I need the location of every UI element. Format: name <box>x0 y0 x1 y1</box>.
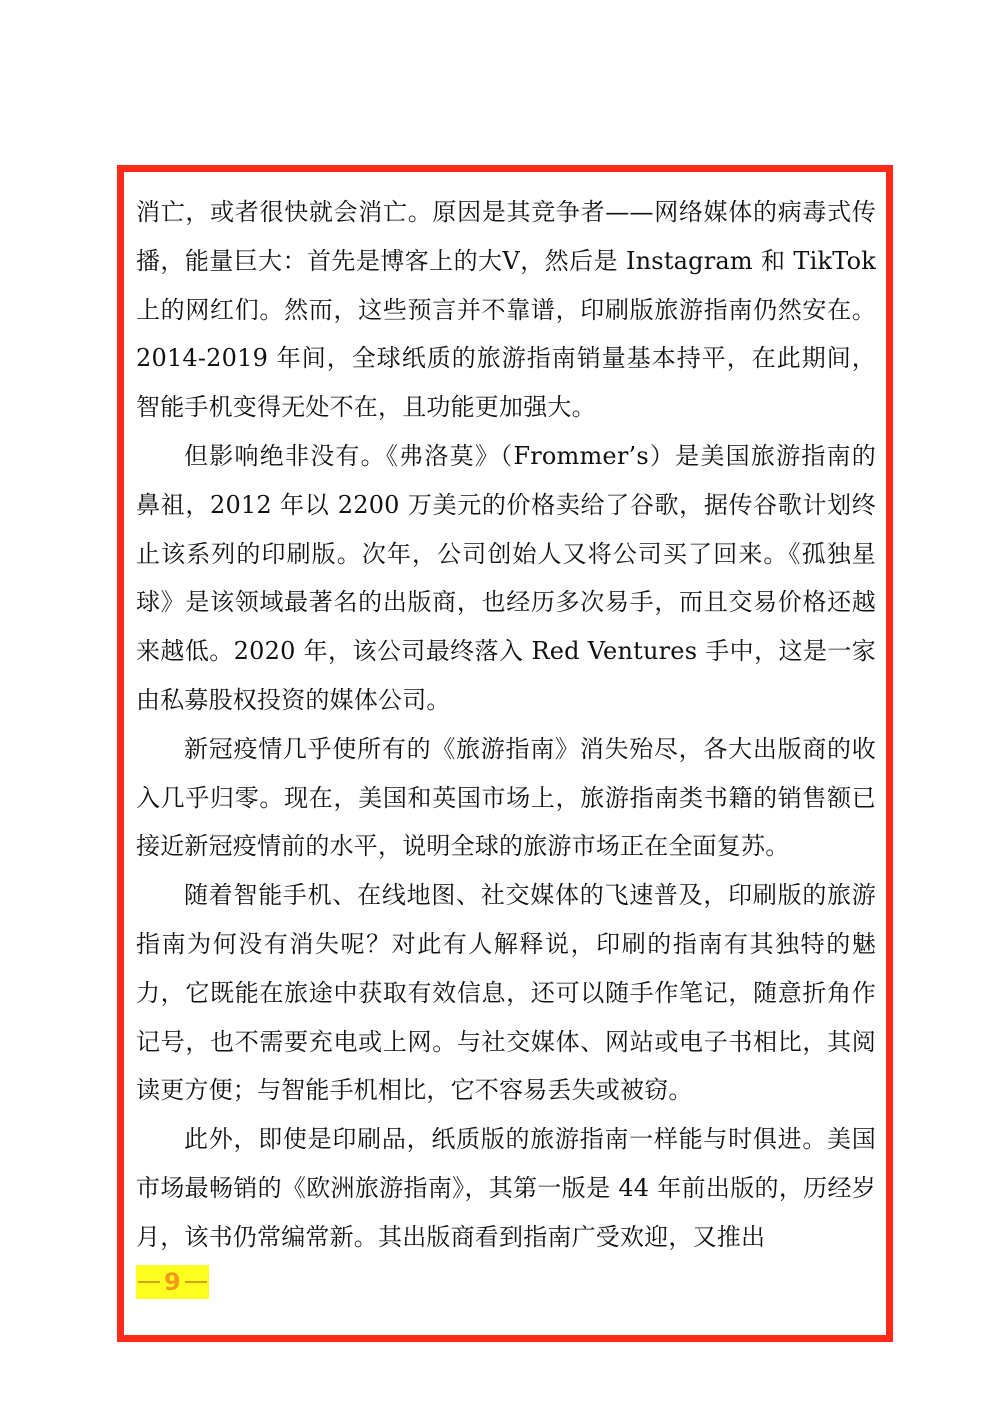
page-number-right-dash <box>185 1281 207 1283</box>
paragraph-2: 但影响绝非没有。《弗洛莫》（Frommer’s）是美国旅游指南的鼻祖，2012 年以 2200 万美元的价格卖给了谷歌，据传谷歌计划终止该系列的印刷版。次年，公司创始人又将公司买了回来。《孤独星球》是该领域最著名的出版商，也经历多次易手，而且交易价格还越来越低。2020 年，该公司最终落入 Red Ventures 手中，这是一家由私募股权投资的媒体公司。 <box>136 441 876 714</box>
page-number-badge <box>136 1265 209 1299</box>
page-frame <box>117 165 893 1342</box>
paragraph-1: 消亡，或者很快就会消亡。原因是其竞争者——网络媒体的病毒式传播，能量巨大：首先是博客上的大V，然后是 Instagram 和 TikTok 上的网红们。然而，这些预言并不靠谱，印刷版旅游指南仍然安在。2014-2019 年间，全球纸质的旅游指南销量基本持平，在此期间，智能手机变得无处不在，且功能更加强大。 <box>136 198 876 422</box>
paragraph-4: 随着智能手机、在线地图、社交媒体的飞速普及，印刷版的旅游指南为何没有消失呢？对此有人解释说，印刷的指南有其独特的魅力，它既能在旅途中获取有效信息，还可以随手作笔记，随意折角作记号，也不需要充电或上网。与社交媒体、网站或电子书相比，其阅读更方便；与智能手机相比，它不容易丢失或被窃。 <box>136 881 876 1105</box>
paragraph-5: 此外，即使是印刷品，纸质版的旅游指南一样能与时俱进。美国市场最畅销的《欧洲旅游指南》，其第一版是 44 年前出版的，历经岁月，该书仍常编常新。其出版商看到指南广受欢迎，又推出 <box>136 1125 876 1251</box>
page-number: 9 <box>164 1268 181 1296</box>
article-body <box>136 188 876 1258</box>
paragraph-3: 新冠疫情几乎使所有的《旅游指南》消失殆尽，各大出版商的收入几乎归零。现在，美国和英国市场上，旅游指南类书籍的销售额已接近新冠疫情前的水平，说明全球的旅游市场正在全面复苏。 <box>136 734 876 861</box>
page-number-left-dash <box>138 1281 160 1283</box>
